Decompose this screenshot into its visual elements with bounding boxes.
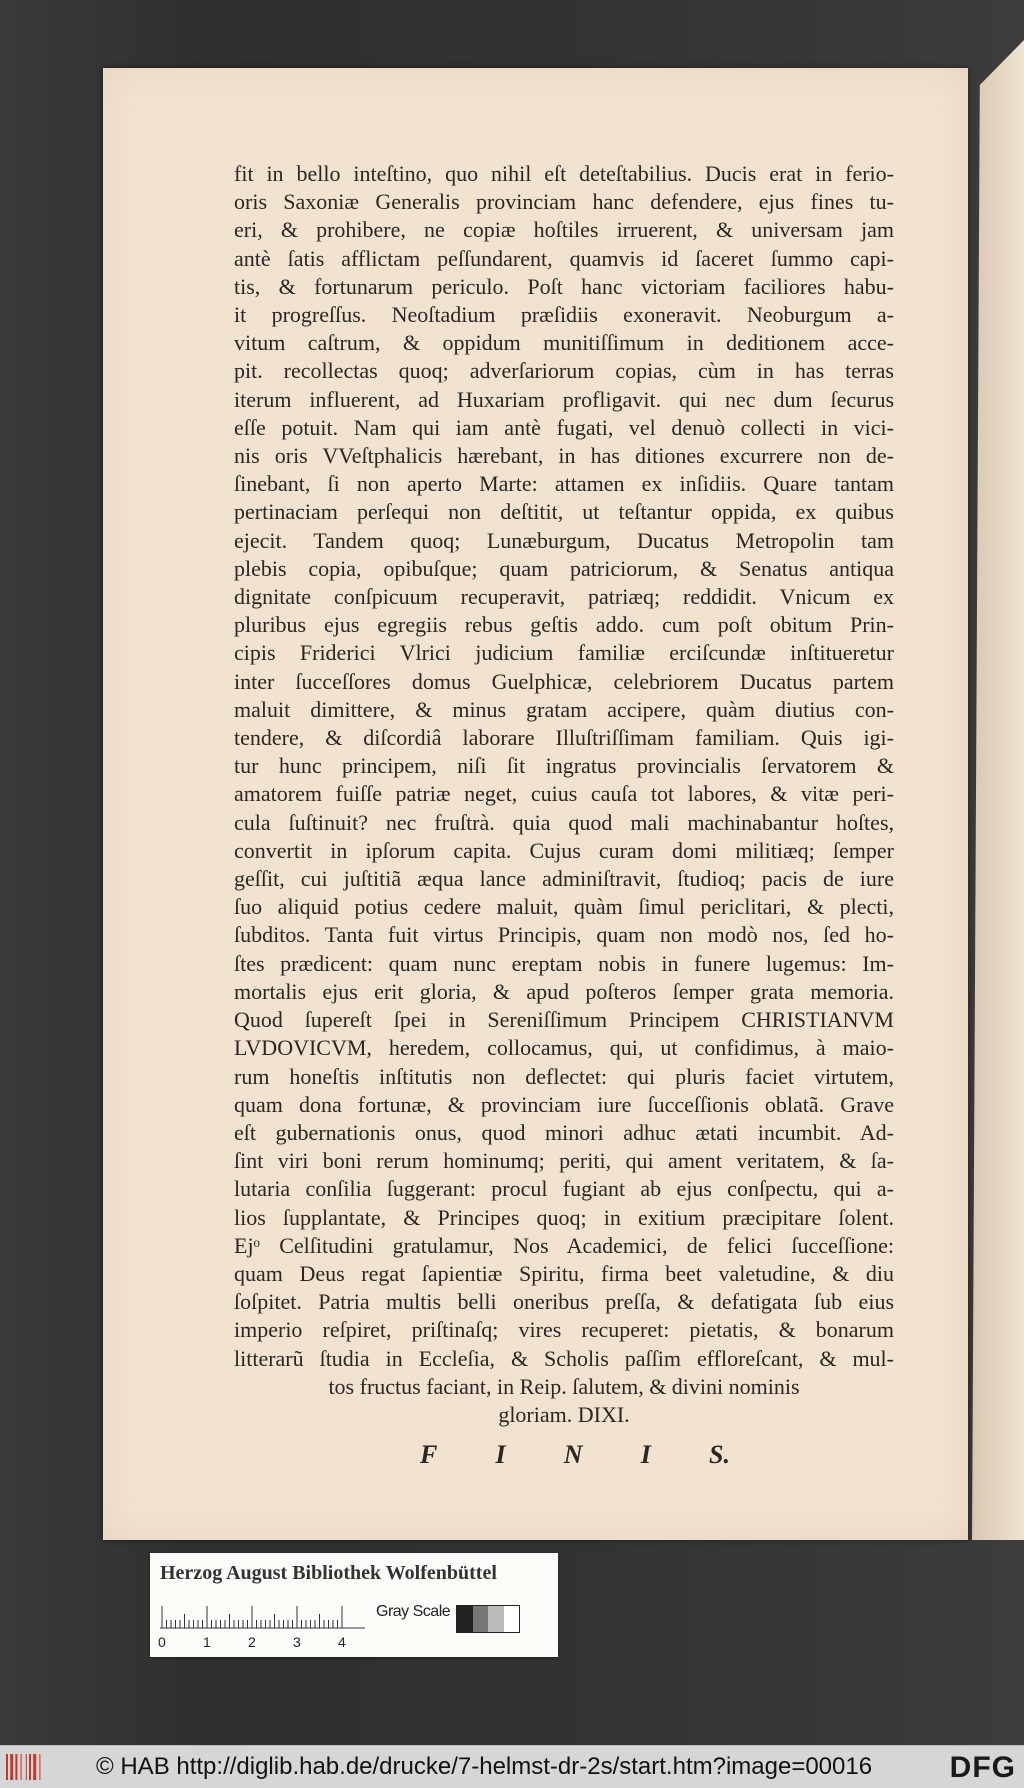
text-line: mortalis ejus erit gloria, & apud poſteros ſemper grata memoria. [234,978,894,1004]
adjacent-page-edge [972,40,1024,1540]
text-line: inter ſucceſſores domus Guelphicæ, celebriorem Ducatus partem [234,668,894,694]
ruler-number: 4 [338,1634,346,1650]
gray-scale-swatch [456,1605,520,1633]
text-line: lutaria conſilia ſuggerant: procul fugiant ab ejus conſpectu, qui a- [234,1176,894,1202]
page-text [234,160,894,1429]
text-line: Ejᵒ Celſitudini gratulamur, Nos Academici, de felici ſucceſſione: [234,1232,894,1258]
text-line: tendere, & diſcordiâ laborare Illuſtriſſimam familiam. Quis igi- [234,725,894,751]
text-line: eſt gubernationis onus, quod minori adhuc ætati incumbit. Ad- [234,1119,894,1145]
finis-letter: N [563,1440,583,1469]
text-line: amatorem fuiſſe patriæ neget, cuius cauſa tot labores, & vitæ peri- [234,781,894,807]
text-line: quam dona fortunæ, & provinciam iure ſucceſſionis oblatã. Grave [234,1091,894,1117]
text-line: pluribus ejus egregiis rebus geſtis addo. cum poſt obitum Prin- [234,612,894,638]
text-line: plebis copia, opibuſque; quam patriciorum, & Senatus antiqua [234,555,894,581]
text-line: tur hunc principem, niſi ſit ingratus provincialis ſervatorem & [234,753,894,779]
text-line: Quod ſupereſt ſpei in Sereniſſimum Principem CHRISTIANVM [234,1007,894,1033]
text-line: ſinebant, ſi non aperto Marte: attamen ex inſidiis. Quare tantam [234,471,894,497]
barcode-icon [6,1754,46,1780]
text-line: pit. recollectas quoq; adverſariorum copias, cùm in has terras [234,358,894,384]
text-line: rum honeſtis inſtitutis non deflectet: qui pluris faciet virtutem, [234,1063,894,1089]
ruler-number: 2 [248,1634,256,1650]
text-line: quam Deus regat ſapientiæ Spiritu, firma beet valetudine, & diu [234,1260,894,1286]
text-line: it progreſſus. Neoſtadium præſidiis exoneravit. Neoburgum a- [234,302,894,328]
finis-letter: S. [709,1440,730,1469]
text-line: ſubditos. Tanta fuit virtus Principis, quam non modò nos, ſed ho- [234,922,894,948]
finis-letter: I [640,1440,651,1469]
ruler-number: 0 [158,1634,166,1650]
library-name: Herzog August Bibliothek Wolfenbüttel [160,1562,497,1584]
text-line: antè ſatis afflictam peſſundarent, quamvis id ſaceret ſummo capi- [234,245,894,271]
text-line: cula ſuſtinuit? nec fruſtrà. quia quod mali machinabantur hoſtes, [234,809,894,835]
text-line: eſſe potuit. Nam qui iam antè fugati, vel denuò collecti in vici- [234,414,894,440]
text-line: lios ſupplantate, & Principes quoq; in exitium præcipitare ſolent. [234,1204,894,1230]
text-line: oris Saxoniæ Generalis provinciam hanc defendere, ejus fines tu- [234,189,894,215]
library-color-chart [150,1553,558,1657]
text-line: ſint viri boni rerum hominumq; periti, qui ament veritatem, & ſa- [234,1148,894,1174]
text-line: LVDOVICVM, heredem, collocamus, qui, ut confidimus, à maio- [234,1035,894,1061]
text-line: pertinaciam perſequi non deſtitit, ut teſtantur oppida, ex quibus [234,499,894,525]
text-line: cipis Friderici Vlrici judicium familiæ erciſcundæ inſtitueretur [234,640,894,666]
text-line: maluit dimittere, & minus gratam accipere, quàm diutius con- [234,696,894,722]
text-line: imperio reſpiret, priſtinaſq; vires recuperet: pietatis, & bonarum [234,1317,894,1343]
finis-line [420,1440,730,1470]
text-line: nis oris VVeſtphalicis hærebant, in has ditiones excurrere non de- [234,443,894,469]
finis-letter: F [420,1440,438,1469]
text-line: fit in bello inteſtino, quo nihil eſt deteſtabilius. Ducis erat in ferio- [234,161,894,186]
text-line: ſuo aliquid potius cedere maluit, quàm ſimul periclitari, & plecti, [234,894,894,920]
text-line: ejecit. Tandem quoq; Lunæburgum, Ducatus Metropolin tam [234,527,894,553]
finis-letter: I [495,1440,506,1469]
ruler-icon [160,1603,370,1629]
closing-line: gloriam. DIXI. [498,1401,630,1427]
ruler-number: 1 [203,1634,211,1650]
text-line: litterarũ ſtudia in Eccleſia, & Scholis paſſim effloreſcant, & mul- [234,1345,894,1371]
dfg-logo: DFG [949,1751,1016,1784]
text-line: eri, & prohibere, ne copiæ hoſtiles irruerent, & universam jam [234,217,894,243]
ruler-numbers [158,1634,368,1650]
text-line: iterum influerent, ad Huxariam profligavit. qui nec dum ſecurus [234,386,894,412]
text-line: convertit in ipſorum capita. Cujus curam domi militiæq; ſemper [234,837,894,863]
text-line: dignitate conſpicuum recuperavit, patriæq; reddidit. Vnicum ex [234,584,894,610]
footer-bar [0,1745,1024,1788]
text-line: vitum caſtrum, & oppidum munitiſſimum in deditionem acce- [234,330,894,356]
footer-link[interactable]: © HAB http://diglib.hab.de/drucke/7-helmst-dr-2s/start.htm?image=00016 [96,1753,873,1780]
gray-scale-label: Gray Scale [376,1603,451,1620]
text-line: ſoſpitet. Patria multis belli oneribus preſſa, & defatigata ſub eius [234,1289,894,1315]
text-line: geſſit, cui juſtitiã æqua lance adminiſtravit, ſtudioq; pacis de iure [234,866,894,892]
text-line: tis, & fortunarum periculo. Poſt hanc victoriam faciliores habu- [234,273,894,299]
text-line: ſtes prædicent: quam nunc ereptam nobis in funere lugemus: Im- [234,950,894,976]
ruler-number: 3 [293,1634,301,1650]
closing-line: tos fructus faciant, in Reip. ſalutem, & divini nominis [328,1373,800,1399]
